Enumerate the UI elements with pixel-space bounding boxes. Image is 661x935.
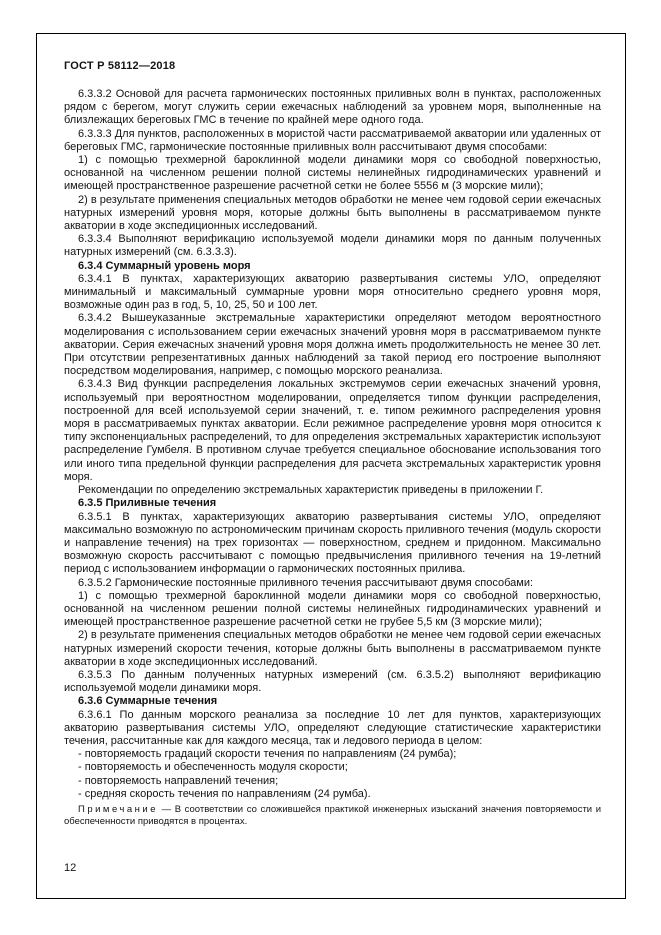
section-heading-6-3-6: 6.3.6 Суммарные течения [78,695,218,708]
clause-6-3-3-3-item-1: 1) с помощью трехмерной бароклинной модели динамики моря со свободной поверхностью, основанной на численном решении полной системы нелинейных гидродинамических уравнений и имеющей пространственное разрешение расчетной сетки не более 5556 м (3 морские мили); [64,154,601,193]
page-number: 12 [64,862,77,874]
note [64,804,601,827]
clause-6-3-3-4: 6.3.3.4 Выполняют верификацию используемой модели динамики моря по данным полученных натурных измерений (см. 6.3.3.3). [64,233,601,259]
section-heading-6-3-4: 6.3.4 Суммарный уровень моря [78,259,251,272]
list-item: - повторяемость градаций скорости течения по направлениям (24 румба); [78,748,457,761]
document-body [64,88,601,827]
clause-6-3-5-2-item-2: 2) в результате применения специальных методов обработки не менее чем годовой серии ежечасных натурных измерений скорости течения, которые должны быть выполнены в рассматриваемом пункте акватории в ходе экспедиционных исследований. [64,629,601,668]
note-text: — В соответствии со сложившейся практикой инженерных изысканий значения повторяемости и обеспеченности приводятся в процентах. [64,803,602,827]
clause-6-3-3-3-item-2: 2) в результате применения специальных методов обработки не менее чем годовой серии ежечасных натурных измерений уровня моря, которые должны быть выполнены в рассматриваемом пункте акватории в ходе экспедиционных исследований. [64,193,601,233]
clause-6-3-5-2-item-1: 1) с помощью трехмерной бароклинной модели динамики моря со свободной поверхностью, основанной на численном решении полной системы нелинейных гидродинамических уравнений и имеющей пространственное разрешение расчетной сетки не грубее 5,5 км (3 морские мили); [64,589,601,629]
clause-6-3-3-2: 6.3.3.2 Основой для расчета гармонических постоянных приливных волн в пунктах, расположенных рядом с берегом, могут служить серии ежечасных наблюдений за уровнем моря, выполненные на близлежащих береговых ГМС в течение по крайней мере одного года. [64,88,601,127]
clause-6-3-4-3: 6.3.4.3 Вид функции распределения локальных экстремумов серии ежечасных значений уровня, используемый при вероятностном моделировании, определяется типом функции распределения, построенной для всей используемой серии значений, т. е. типом режимного распределения уровня моря в рассматриваемых пунктах акватории. Если режимное распределение уровня моря относится к типу экспоненциальных распределений, то для определения экстремальных характеристик используют распределение Гумбеля. В противном случае требуется специальное обоснование использования того или иного типа предельной функции распределения для расчета экстремальных характеристик уровня моря. [64,378,601,483]
note-label: Примечание [78,803,158,815]
doc-number: ГОСТ Р 58112—2018 [64,60,176,72]
clause-6-3-4-1: 6.3.4.1 В пунктах, характеризующих акваторию развертывания системы УЛО, определяют минимальный и максимальный суммарные уровни моря относительно среднего уровня моря, возможные один раз в год, 5, 10, 25, 50 и 100 лет. [64,272,601,312]
list-item: - повторяемость направлений течения; [78,774,279,787]
recommendations-paragraph: Рекомендации по определению экстремальных характеристик приведены в приложении Г. [78,484,544,497]
list-item: - средняя скорость течения по направлениям (24 румба). [78,787,371,800]
clause-6-3-5-2: 6.3.5.2 Гармонические постоянные приливного течения рассчитывают двумя способами: [78,576,534,589]
clause-6-3-6-1: 6.3.6.1 По данным морского реанализа за последние 10 лет для пунктов, характеризующих акваторию развертывания системы УЛО, определяют следующие статистические характеристики течения, рассчитанные как для каждого месяца, так и ледового периода в целом: [64,708,601,747]
clause-6-3-5-1: 6.3.5.1 В пунктах, характеризующих акваторию развертывания системы УЛО, определяют максимально возможную по астрономическим причинам скорость приливного течения (модуль скорости и направление течения) на трех горизонтах — поверхностном, среднем и придонном. Максимально возможную скорость рассчитывают с помощью предвычисления приливного течения на 19-летний период с использованием информации о гармонических постоянных прилива. [64,510,601,576]
list-item: - повторяемость и обеспеченность модуля скорости; [78,761,348,774]
clause-6-3-4-2: 6.3.4.2 Вышеуказанные экстремальные характеристики определяют методом вероятностного моделирования с использованием серии ежечасных значений уровня моря в рассматриваемом пункте акватории. Серия ежечасных значений уровня моря должна иметь продолжительность не менее 30 лет. При отсутствии репрезентативных данных наблюдений за такой период его построение выполняют посредством моделирования, например, с помощью морского реанализа. [64,312,601,378]
clause-6-3-5-3: 6.3.5.3 По данным полученных натурных измерений (см. 6.3.5.2) выполняют верификацию используемой модели динамики моря. [64,668,601,695]
section-heading-6-3-5: 6.3.5 Приливные течения [78,497,217,510]
clause-6-3-3-3: 6.3.3.3 Для пунктов, расположенных в мористой части рассматриваемой акватории или удаленных от береговых ГМС, гармонические постоянные приливных волн рассчитывают двумя способами: [64,127,601,153]
